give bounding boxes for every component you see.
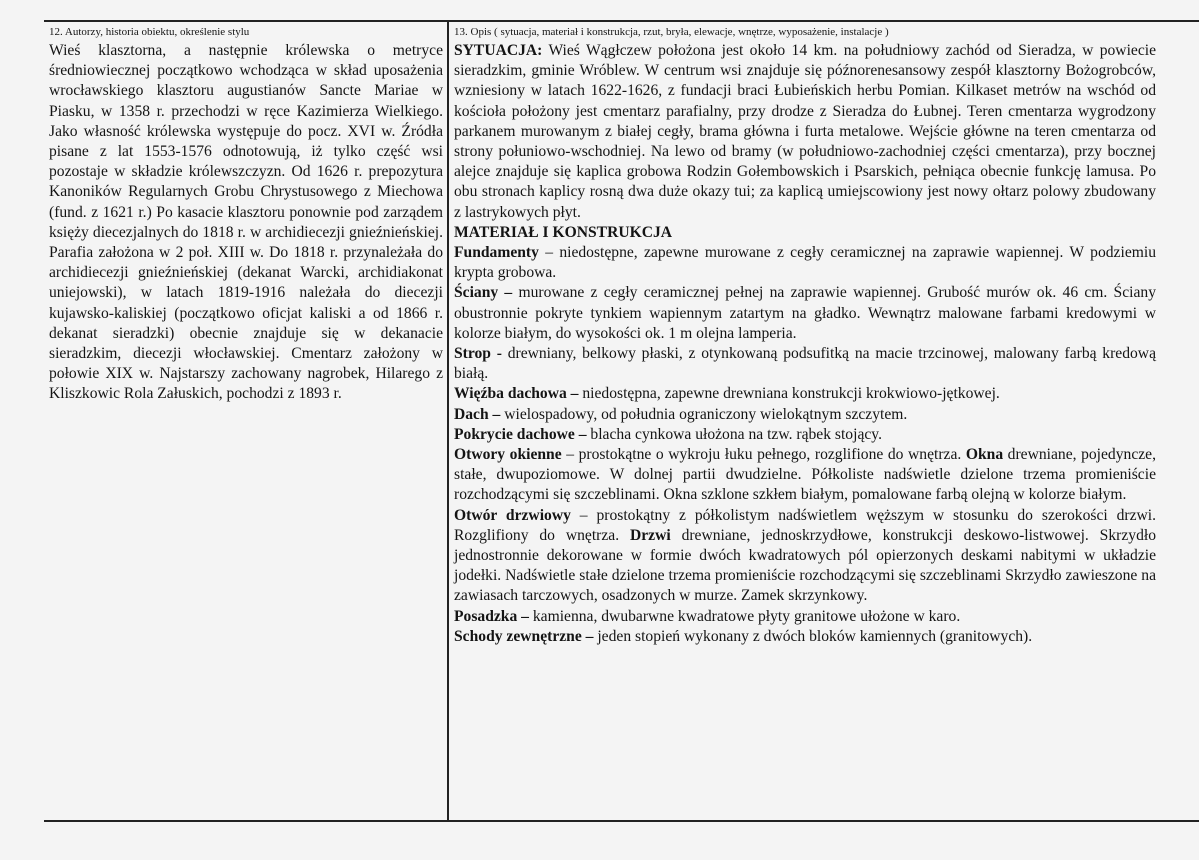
item-lead: Dach –: [454, 405, 501, 423]
item-dach: [454, 405, 1156, 425]
item-text: kamienna, dwubarwne kwadratowe płyty granitowe ułożone w karo.: [528, 607, 961, 625]
history-text: Wieś klasztorna, a następnie królewska o metryce średniowiecznej początkowo wchodząca w skład uposażenia wrocławskiego klasztoru augustianów Sancte Mariae w Piasku, w 1358 r. przechodzi w ręce Kazimierza Wielkiego. Jako własność królewska występuje do pocz. XVI w. Źródła pisane z lat 1553-1576 odnotowują, iż tylko część wsi pozostaje w składzie królewszczyzn. Od 1626 r. prepozytura Kanoników Regularnych Grobu Chrystusowego z Miechowa (fund. z 1621 r.) Po kasacie klasztoru ponownie pod zarządem księży diecezjalnych do 1818 r. w archidiecezji gnieźnieńskiej. Parafia założona w 2 poł. XIII w. Do 1818 r. przynależała do archidiecezji gnieźnieńskiej (dekanat Warcki, archidiakonat uniejowski), w latach 1819-1916 należała do diecezji kujawsko-kaliskiej (początkowo oficjat kaliski a od 1866 r. dekanat sieradzki) obecnie znajduje się w dekanacie sieradzkim, diecezji włocławskiej. Cmentarz założony w połowie XIX w. Najstarszy zachowany nagrobek, Hilarego z Kliszkowic Rola Załuskich, pochodzi z 1893 r.: [49, 42, 443, 403]
item-sub-text: drewniane, jednoskrzydłowe, konstrukcji deskowo-listwowej. Skrzydło jednostronnie dekorowane w formie dwóch kwadratowych pól opierzonych deskami nabitymi w układzie jodełki. Nadświetle stałe dzielone trzema promieniście rozchodzącymi się szczeblinami Skrzydło zawieszone na zawiasach tarczowych, osadzonych w murze. Zamek skrzynkowy.: [454, 526, 1156, 605]
item-otwory-okienne: [454, 445, 1156, 506]
situation-text: Wieś Wągłczew położona jest około 14 km. na południowy zachód od Sieradza, w powiecie sieradzkim, gminie Wróblew. W centrum wsi znajduje się późnorenesansowy zespół klasztorny Bożogrobców, wzniesiony w latach 1622-1626, z fundacji braci Łubieńskich herbu Pomian. Kilkaset metrów na wschód od kościoła położony jest cmentarz parafialny, przy drodze z Sieradza do Łubnej. Teren cmentarza wygrodzony parkanem murowanym z białej cegły, brama główna i furta metalowe. Wejście główne na teren cmentarza od strony połuniowo-wschodniej. Na lewo od bramy (w południowo-zachodniej części cmentarza), przy bocznej alejce znajduje się kaplica grobowa Rodzin Gołembowskich i Psarskich, pełniąca obecnie funkcję lamusa. Po obu stronach kaplicy rosną dwa duże okazy tui; za kaplicą umiejscowiony jest nowy ołtarz polowy zbudowany z lastrykowych płyt.: [454, 42, 1156, 221]
situation-lead: SYTUACJA:: [454, 42, 543, 59]
item-text: jeden stopień wykonany z dwóch bloków kamiennych (granitowych).: [593, 627, 1033, 645]
situation-paragraph: [454, 41, 1156, 223]
item-fundamenty: [454, 243, 1156, 283]
material-heading: MATERIAŁ I KONSTRUKCJA: [454, 223, 673, 241]
history-section: [49, 25, 443, 405]
item-schody: [454, 627, 1156, 647]
item-text: niedostępna, zapewne drewniana konstrukcji krokwiowo-jętkowej.: [578, 385, 1000, 403]
item-sub-lead: Drzwi: [629, 526, 671, 544]
item-otwor-drzwiowy: [454, 506, 1156, 607]
item-lead: Posadzka –: [454, 607, 529, 625]
item-strop: [454, 344, 1156, 384]
bottom-rule: [44, 820, 1199, 822]
item-wiezba: [454, 384, 1156, 404]
section-12-label: 12. Autorzy, historia obiektu, określenie stylu: [49, 26, 250, 38]
item-sub-text: drewniane, pojedyncze, stałe, dwupoziomowe. W dolnej partii dwudzielne. Półkoliste nadświetle dzielone trzema promieniście rozchodzącymi się szczeblinami. Okna szklone szkłem białym, pomalowane farbą olejną w kolorze białym.: [454, 446, 1156, 504]
item-lead: Otwór drzwiowy: [454, 506, 571, 524]
item-lead: Otwory okienne: [454, 446, 562, 464]
item-text: murowane z cegły ceramicznej pełnej na zaprawie wapiennej. Grubość murów ok. 46 cm. Ściany obustronnie pokryte tynkiem wapiennym zatartym na gładko. Wewnątrz malowane farbami kredowymi w kolorze białym, do wysokości ok. 1 m olejna lamperia.: [454, 284, 1156, 342]
top-rule: [44, 20, 1199, 22]
item-sub-lead: Okna: [965, 446, 1004, 464]
item-lead: Strop -: [454, 345, 502, 363]
item-pokrycie: [454, 425, 1156, 445]
item-lead: Więźba dachowa –: [454, 385, 579, 403]
column-divider: [447, 20, 449, 820]
item-lead: Fundamenty: [454, 244, 539, 262]
item-text: – prostokątny z półkolistym nadświetlem węższym w stosunku do szerokości drzwi. Rozglifiony do wnętrza.: [454, 506, 1156, 544]
item-text: – niedostępne, zapewne murowane z cegły ceramicznej na zaprawie wapiennej. W podziemiu krypta grobowa.: [454, 244, 1156, 282]
item-lead: Ściany –: [454, 284, 513, 302]
item-text: blacha cynkowa ułożona na tzw. rąbek stojący.: [586, 425, 882, 443]
item-text: – prostokątne o wykroju łuku pełnego, rozglifione do wnętrza.: [561, 446, 966, 464]
section-13-label: 13. Opis ( sytuacja, materiał i konstrukcja, rzut, bryła, elewacje, wnętrze, wyposażenie, instalacje ): [454, 26, 889, 38]
item-sciany: [454, 283, 1156, 344]
item-text: drewniany, belkowy płaski, z otynkowaną podsufitką na macie trzcinowej, malowany farbą kredową białą.: [454, 345, 1156, 383]
item-lead: Schody zewnętrzne –: [454, 627, 594, 645]
item-posadzka: [454, 607, 1156, 627]
item-lead: Pokrycie dachowe –: [454, 425, 587, 443]
item-text: wielospadowy, od południa ograniczony wielokątnym szczytem.: [500, 405, 908, 423]
description-section: [454, 25, 1156, 647]
